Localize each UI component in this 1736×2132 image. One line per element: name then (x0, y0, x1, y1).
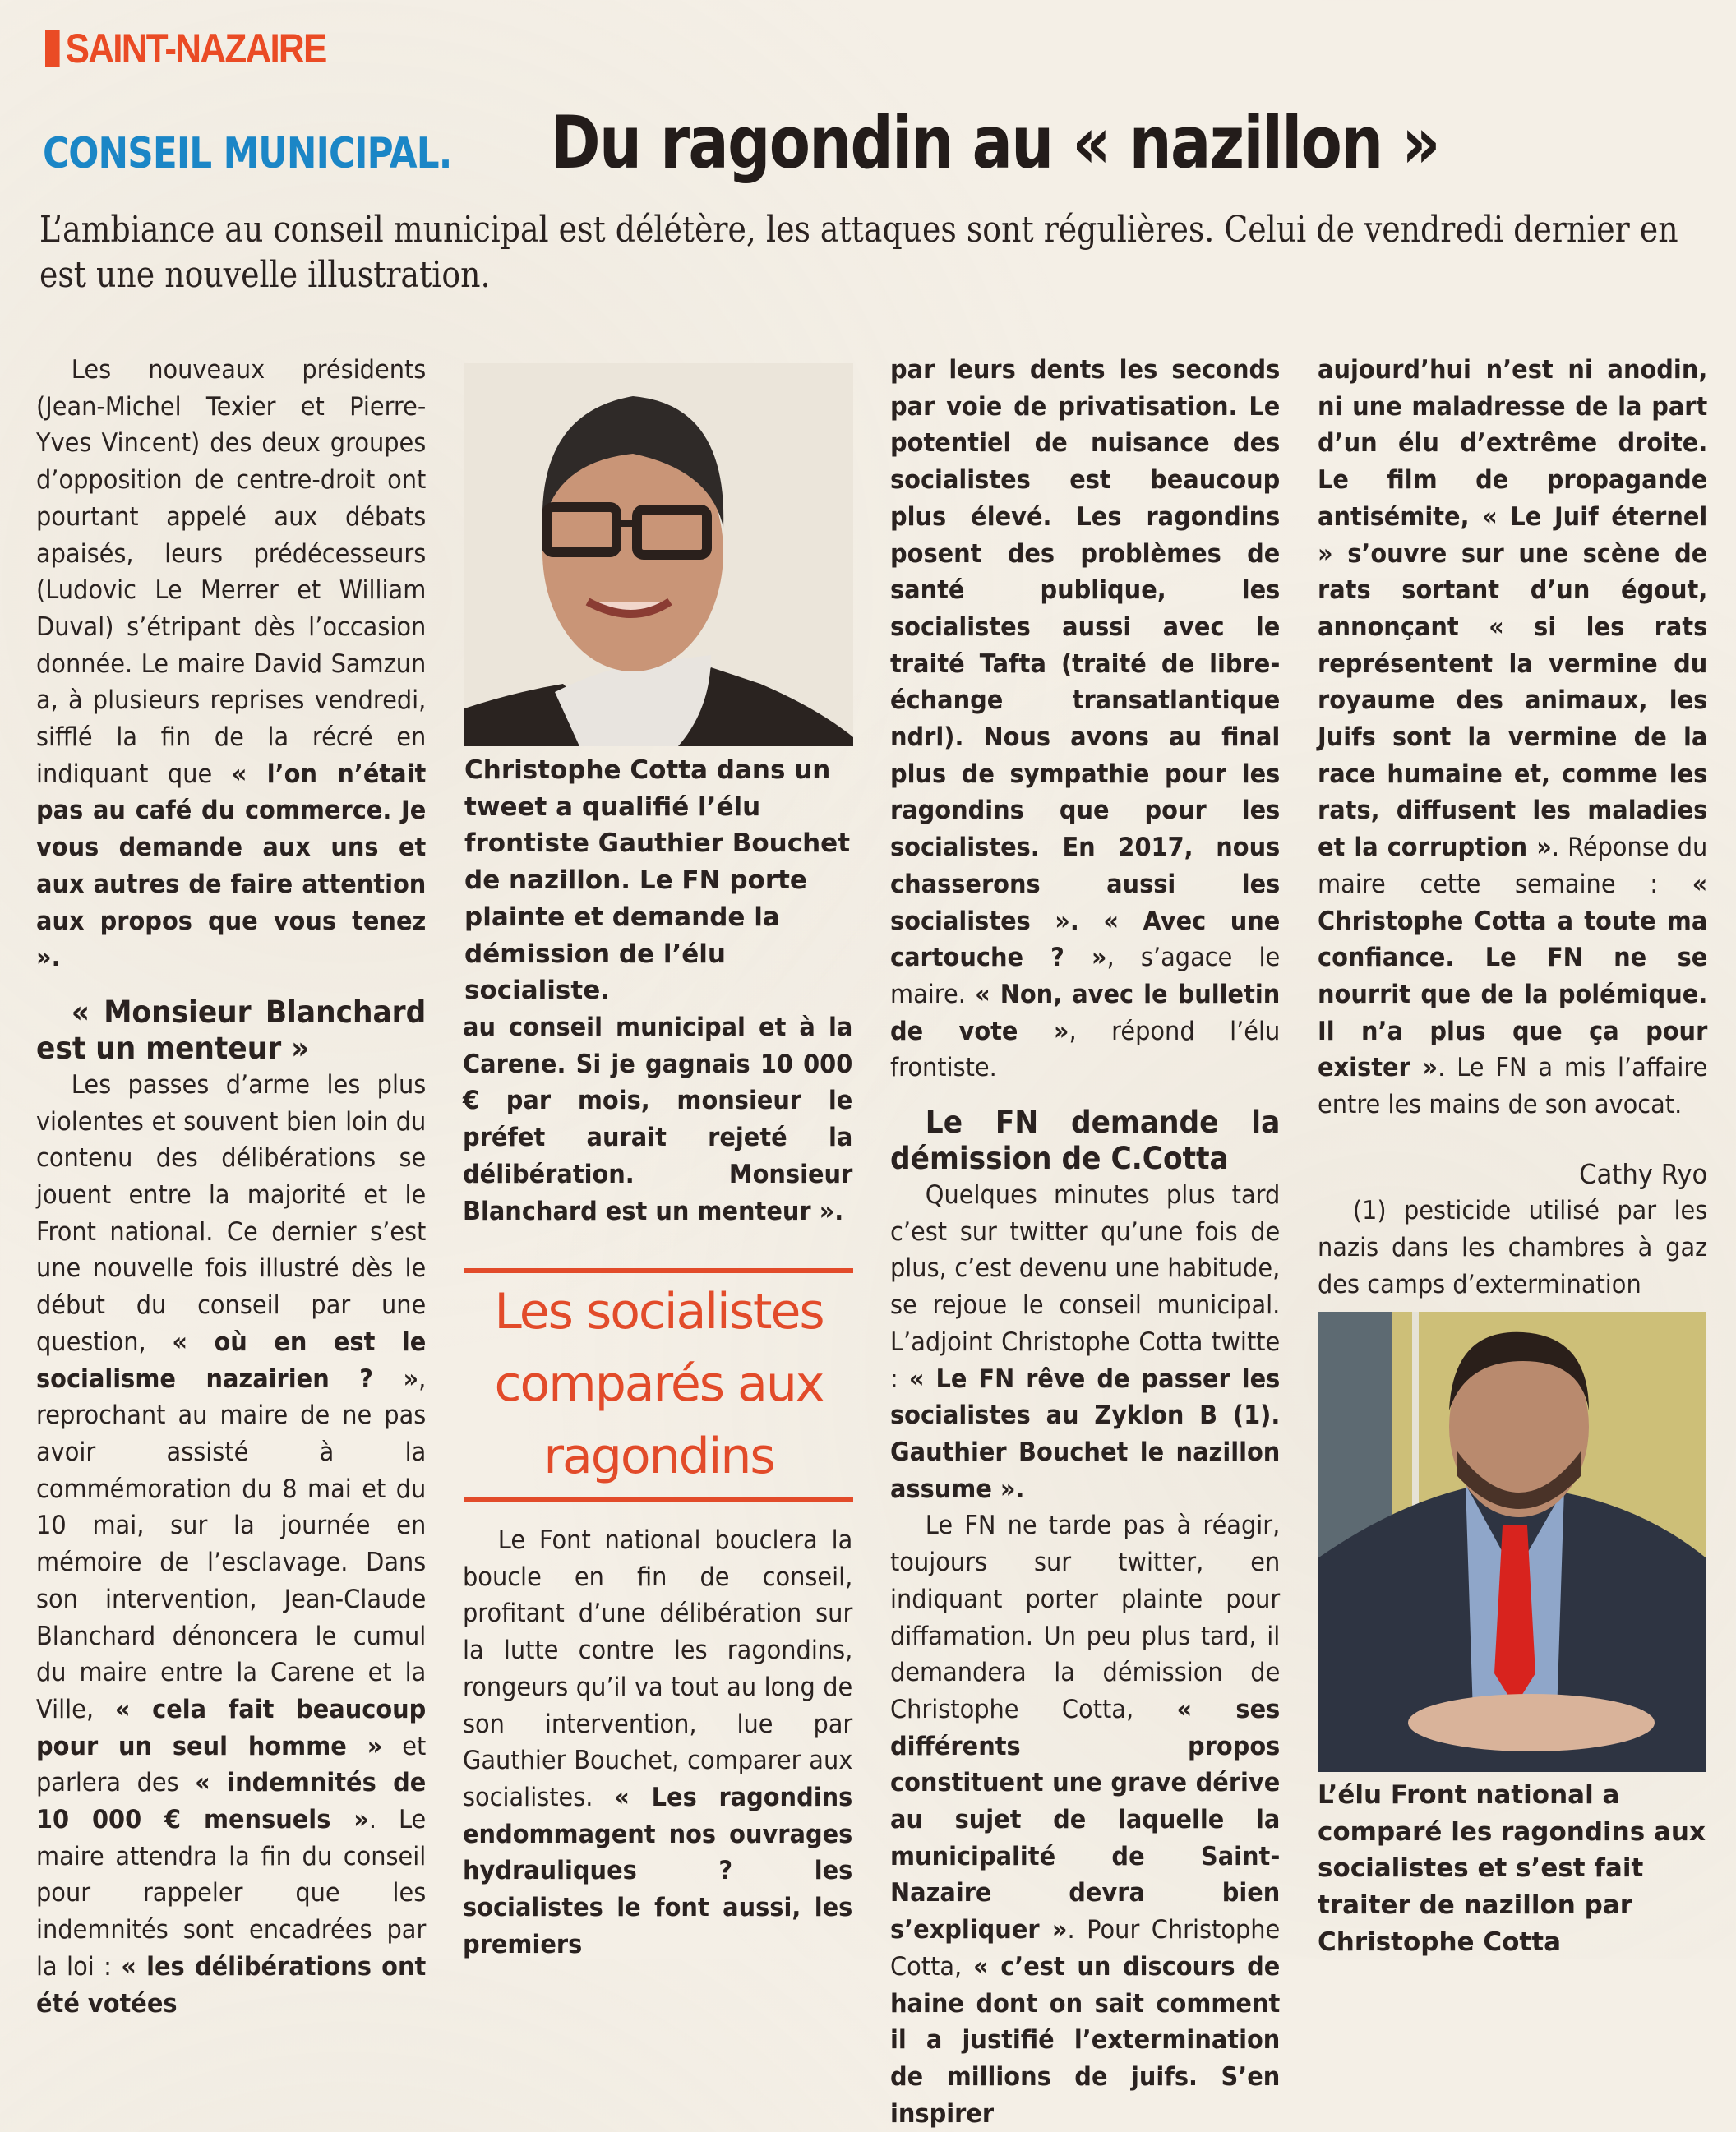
footnote: (1) pesticide utilisé par les nazis dans les chambres à gaz des camps d’extermination (1318, 1196, 1708, 1299)
photo-caption: Christophe Cotta dans un tweet a qualifié l’élu frontiste Gauthier Bouchet de nazillon. Le FN porte plainte et demande la démission de l’élu socialiste. (464, 755, 851, 1006)
column-3 (890, 352, 1280, 2132)
column-2-continued (463, 1522, 852, 1963)
paragraph: Les passes d’arme les plus violentes et souvent bien loin du contenu des délibérations se jouent entre la majorité et le Front national. Ce dernier s’est une nouvelle fois illustré dès le début du conseil par une question, « où en est le socialisme nazairien ? », reprochant au maire de ne pas avoir assisté à la commémoration du 8 mai et du 10 mai, sur la journée en mémoire de l’esclavage. Dans son intervention, Jean-Claude Blanchard dénoncera le cumul du maire entre la Carene et la Ville, « cela fait beaucoup pour un seul homme » et parlera des « indemnités de 10 000 € mensuels ». Le maire attendra la fin du conseil pour rappeler que les indemnités sont encadrées par la loi : « les délibérations ont été votées (36, 1069, 427, 2019)
paragraph: Le Font national bouclera la boucle en fin de conseil, profitant d’une délibération sur la lutte contre les ragondins, rongeurs qu’il va tout au long de son intervention, lue par Gauthier Bouchet, comparer aux socialistes. « Les ragondins endommagent nos ouvrages hydrauliques ? les socialistes le font aussi, les premiers (463, 1525, 853, 1959)
photo-gauthier-bouchet (1318, 1312, 1706, 1772)
page-title: Du ragondin au « nazillon » (551, 100, 1439, 185)
subhead: « Monsieur Blanchard est un menteur » (36, 994, 427, 1066)
pullquote: Les socialistes comparés aux ragondins (494, 1283, 824, 1485)
pullquote-top-rule (464, 1268, 853, 1273)
paragraph: Les nouveaux présidents (Jean-Michel Texier et Pierre-Yves Vincent) des deux groupes d’opposition de centre-droit ont pourtant appelé aux débats apaisés, leurs prédécesseurs (Ludovic Le Merrer et William Duval) s’étripant dès l’occasion donnée. Le maire David Samzun a, à plusieurs reprises vendredi, sifflé la fin de la récré en indiquant que « l’on n’était pas au café du commerce. Je vous demande aux uns et aux autres de faire attention aux propos que vous tenez ». (36, 355, 427, 973)
section-marker-icon (45, 30, 60, 67)
lead-paragraph: L’ambiance au conseil municipal est délétère, les attaques sont régulières. Celui de vendredi dernier en est une nouvelle illustration. (39, 209, 1678, 296)
section-label-text: SAINT-NAZAIRE (65, 25, 326, 72)
pullquote-bottom-rule (464, 1497, 853, 1502)
photo-christophe-cotta (464, 363, 853, 746)
paragraph: aujourd’hui n’est ni anodin, ni une maladresse de la part d’un élu d’extrême droite. Le film de propagande antisémite, « Le Juif éternel » s’ouvre sur une scène de rats sortant d’un égout, annonçant « si les rats représentent la vermine du royaume des animaux, les Juifs sont la vermine de la race humaine et, comme les rats, diffusent les maladies et la corruption ». Réponse du maire cette semaine : « Christophe Cotta a toute ma confiance. Le FN ne se nourrit que de la polémique. Il n’a plus que ça pour exister ». Le FN a mis l’affaire entre les mains de son avocat. (1318, 355, 1708, 1120)
paragraph: au conseil municipal et à la Carene. Si je gagnais 10 000 € par mois, monsieur le préfet aurait rejeté la délibération. Monsieur Blanchard est un menteur ». (463, 1013, 853, 1226)
photo-caption: L’élu Front national a comparé les ragondins aux socialistes et s’est fait traiter de nazillon par Christophe Cotta (1318, 1780, 1706, 1957)
subhead: Le FN demande la démission de C.Cotta (890, 1105, 1281, 1177)
byline: Cathy Ryo (1579, 1157, 1708, 1190)
kicker: CONSEIL MUNICIPAL. (43, 129, 452, 178)
column-2 (463, 1009, 852, 1230)
paragraph: Le FN ne tarde pas à réagir, toujours sur twitter, en indiquant porter plainte pour diffamation. Un peu plus tard, il demandera la démission de Christophe Cotta, « ses différents propos constituent une grave dérive au sujet de laquelle la municipalité de Saint-Nazaire devra bien s’expliquer ». Pour Christophe Cotta, « c’est un discours de haine dont on sait comment il a justifié l’extermination de millions de juifs. S’en inspirer (890, 1511, 1281, 2129)
column-1 (36, 352, 426, 2022)
portrait-image (464, 363, 853, 746)
section-label (45, 25, 326, 72)
portrait-image (1318, 1312, 1706, 1772)
paragraph: Quelques minutes plus tard c’est sur twitter qu’une fois de plus, c’est devenu une habitude, se rejoue le conseil municipal. L’adjoint Christophe Cotta twitte : « Le FN rêve de passer les socialistes au Zyklon B (1). Gauthier Bouchet le nazillon assume ». (890, 1180, 1281, 1504)
paragraph: par leurs dents les seconds par voie de privatisation. Le potentiel de nuisance des socialistes est beaucoup plus élevé. Les ragondins posent des problèmes de santé publique, les socialistes aussi avec le traité Tafta (traité de libre-échange transatlantique ndrl). Nous avons au final plus de sympathie pour les ragondins que pour les socialistes. En 2017, nous chasserons aussi les socialistes ». « Avec une cartouche ? », s’agace le maire. « Non, avec le bulletin de vote », répond l’élu frontiste. (890, 355, 1281, 1083)
headline (43, 100, 1621, 185)
column-4 (1318, 352, 1707, 1304)
